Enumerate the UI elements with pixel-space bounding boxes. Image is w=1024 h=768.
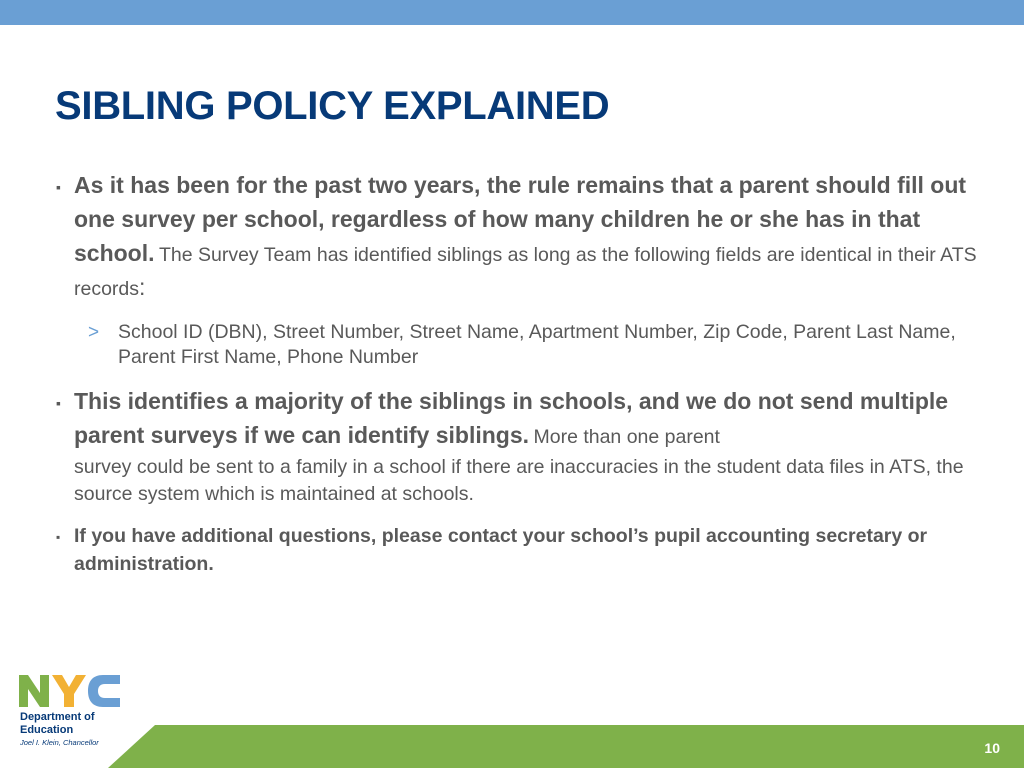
top-accent-bar	[0, 0, 1024, 25]
bullet-contact-text: If you have additional questions, please contact your school’s pupil accounting secretary or administration.	[74, 525, 928, 575]
bullet-colon: :	[139, 274, 146, 300]
sub-bullet-text: School ID (DBN), Street Number, Street Name, Apartment Number, Zip Code, Parent Last Name, Parent First Name, Phone Number	[118, 321, 956, 368]
department-line-2: Education	[20, 724, 74, 736]
square-bullet-icon: ▪	[56, 179, 61, 195]
footer-green-band	[0, 725, 1024, 768]
bullet-tail-text: survey could be sent to a family in a school if there are inaccuracies in the student data files in ATS, the source system which is maintained at schools.	[74, 456, 964, 505]
page-number: 10	[984, 740, 1000, 756]
sub-bullet-fields	[55, 320, 990, 370]
square-bullet-icon: ▪	[56, 395, 61, 411]
slide-title: SIBLING POLICY EXPLAINED	[55, 84, 610, 128]
square-bullet-icon: ▪	[56, 530, 61, 544]
bullet-sibling-rule	[55, 170, 990, 306]
chancellor-name: Joel I. Klein, Chancellor	[20, 738, 99, 747]
bullet-normal-text: The Survey Team has identified siblings as long as the following fields are identical in their ATS records	[74, 244, 977, 300]
bullet-majority-identified	[55, 386, 990, 508]
bullet-contact	[55, 522, 990, 578]
bullet-strong-text: This identifies a majority of the siblings in schools, and we do not send multiple parent surveys if we can identify siblings.	[74, 388, 949, 448]
nyc-logo-icon	[19, 672, 121, 709]
slide-content	[55, 170, 990, 592]
bullet-strong-text: As it has been for the past two years, the rule remains that a parent should fill out one survey per school, regardless of how many children he or she has in that school.	[74, 172, 967, 266]
bullet-normal-text: More than one parent	[533, 426, 720, 448]
department-line-1: Department of	[20, 711, 95, 723]
chevron-right-icon: >	[88, 322, 100, 343]
